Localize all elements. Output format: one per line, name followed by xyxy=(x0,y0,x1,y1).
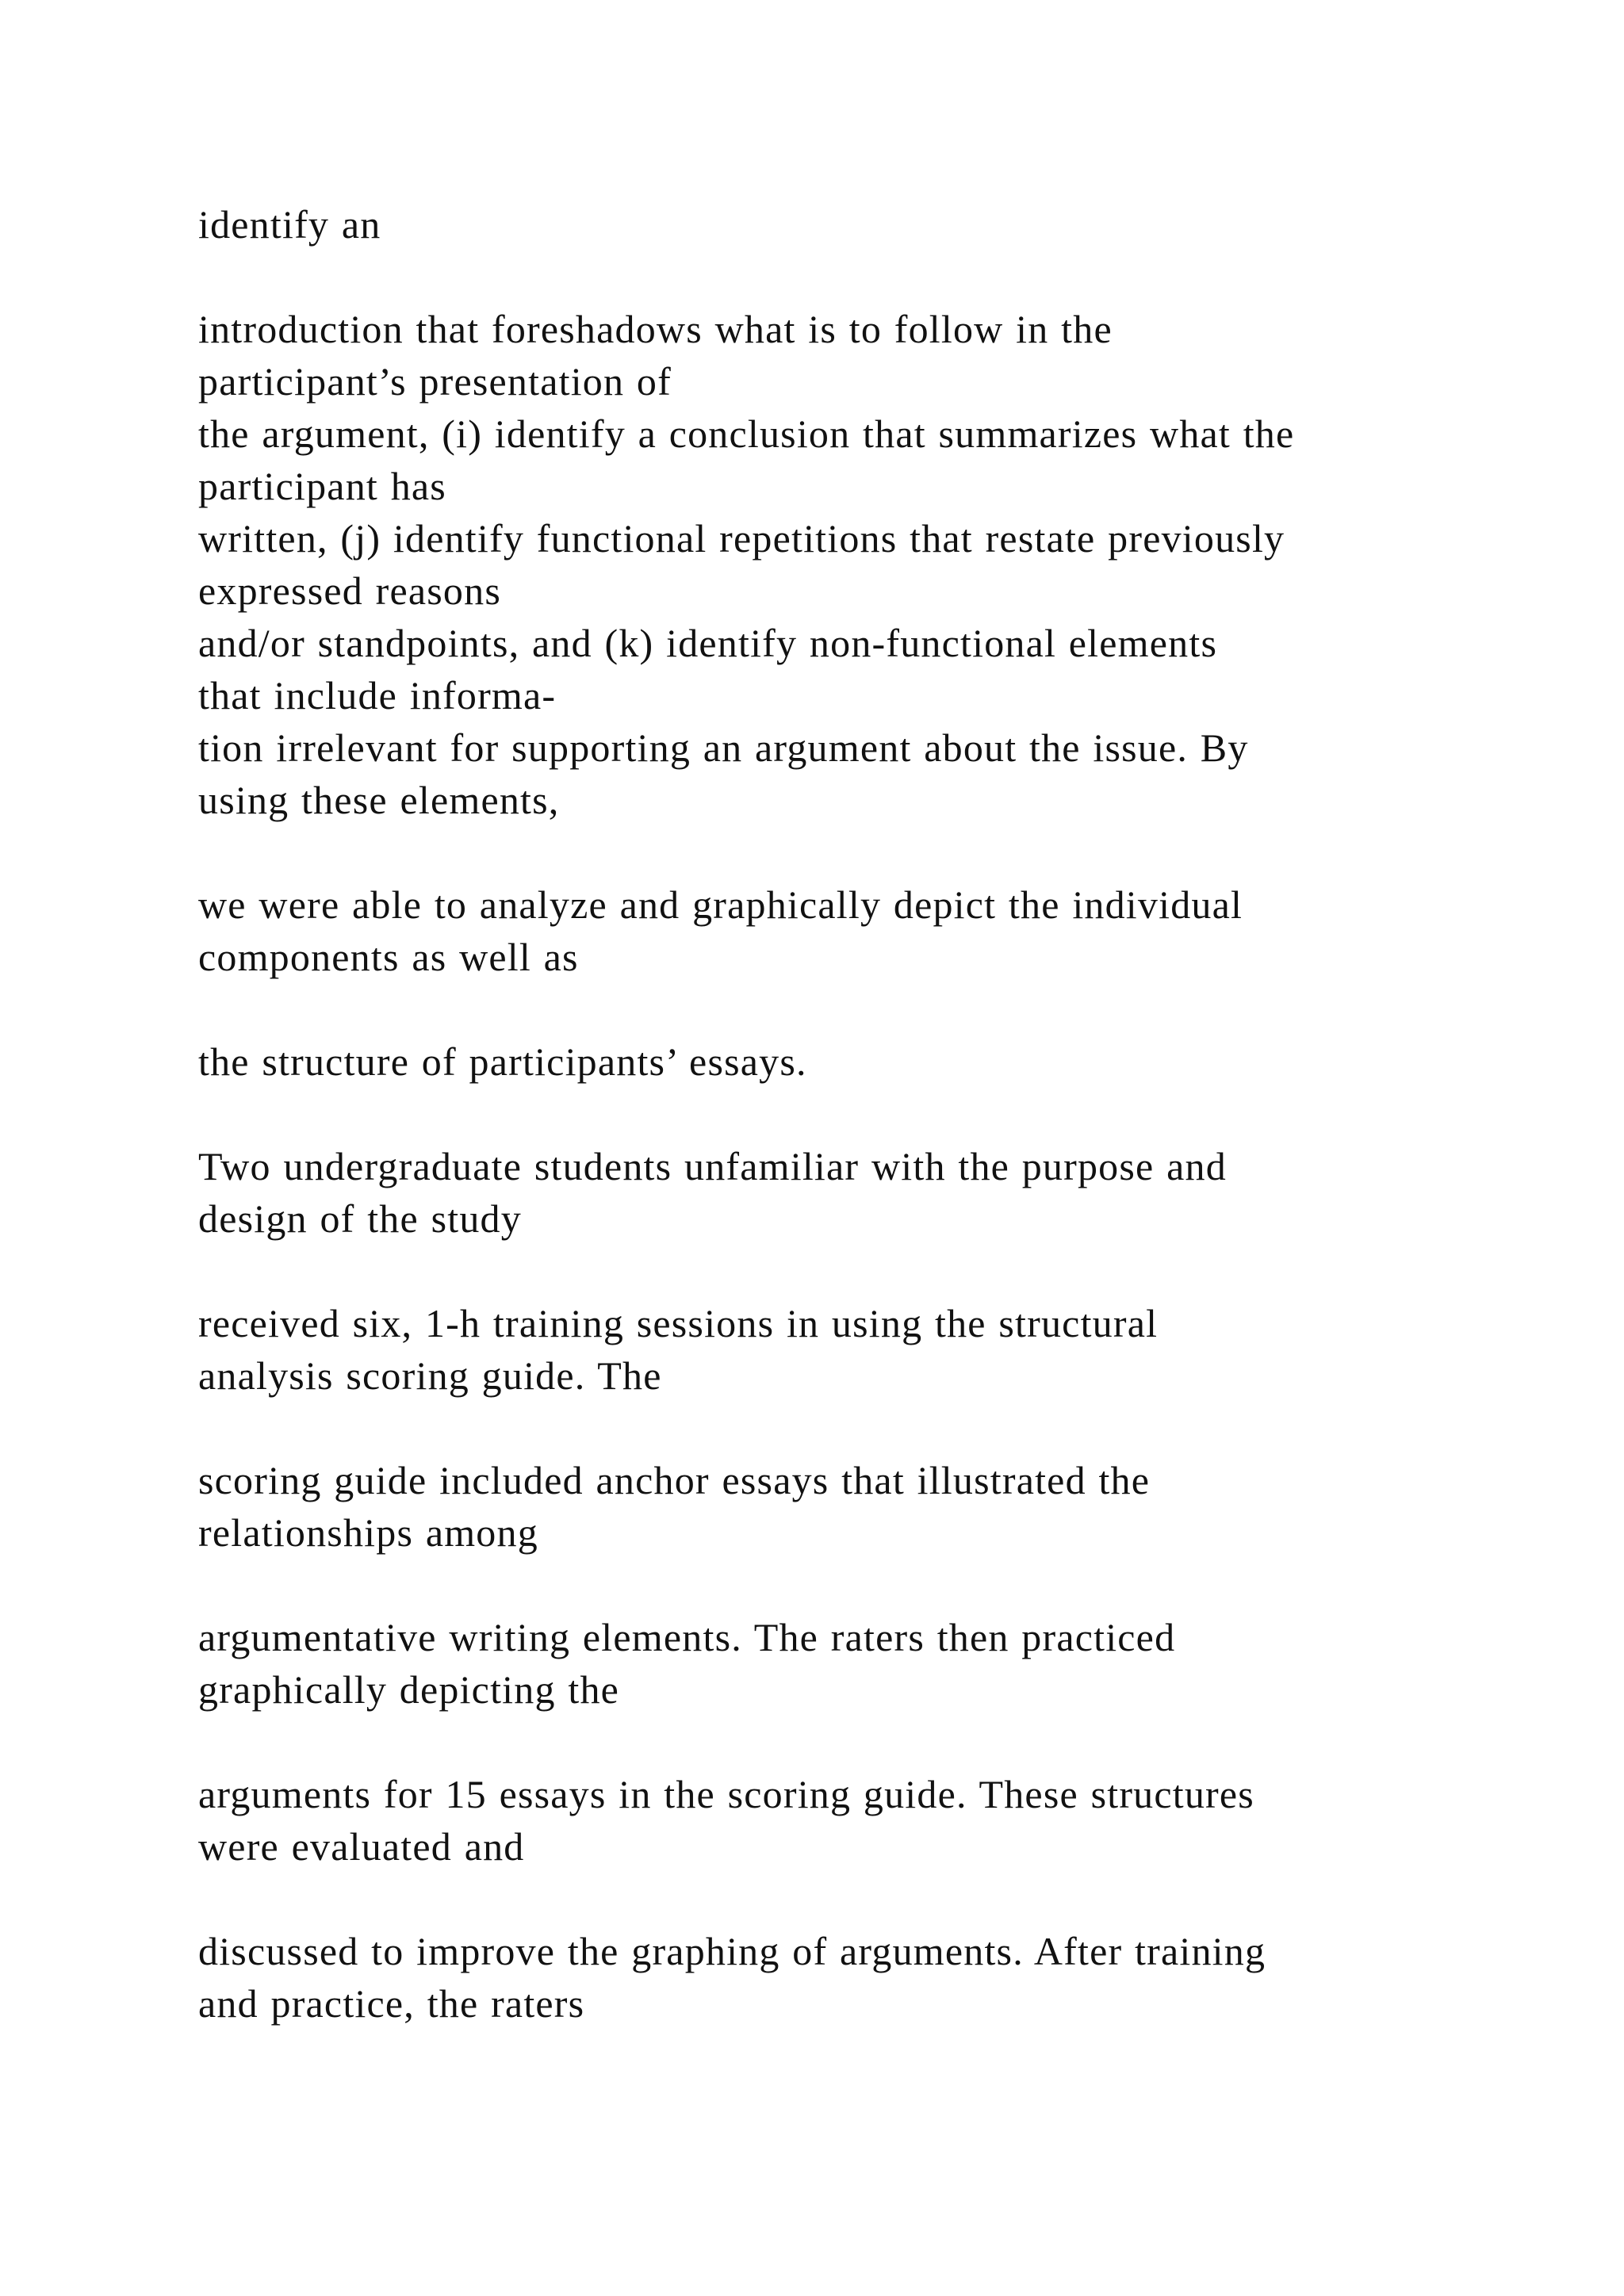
text-line: using these elements, xyxy=(198,778,560,822)
blank-line xyxy=(198,826,1562,878)
text-line: analysis scoring guide. The xyxy=(198,1353,662,1398)
text-line: graphically depicting the xyxy=(198,1667,620,1712)
blank-line xyxy=(198,1402,1562,1454)
text-line: scoring guide included anchor essays that illustrated the xyxy=(198,1458,1151,1502)
text-line: participant has xyxy=(198,464,446,508)
text-line: the argument, (i) identify a conclusion that summarizes what the xyxy=(198,411,1295,456)
text-line: and practice, the raters xyxy=(198,1981,585,2026)
text-line: and/or standpoints, and (k) identify non-functional elements xyxy=(198,621,1218,665)
text-line: that include informa- xyxy=(198,673,557,718)
text-line: discussed to improve the graphing of arguments. After training xyxy=(198,1929,1266,1973)
text-line: components as well as xyxy=(198,935,579,979)
text-line: expressed reasons xyxy=(198,568,501,613)
text-line: arguments for 15 essays in the scoring guide. These structures xyxy=(198,1772,1254,1816)
text-line: were evaluated and xyxy=(198,1824,525,1869)
text-line: written, (j) identify functional repetitions that restate previously xyxy=(198,516,1285,561)
blank-line xyxy=(198,251,1562,303)
text-line: the structure of participants’ essays. xyxy=(198,1039,807,1084)
text-line: we were able to analyze and graphically depict the individual xyxy=(198,882,1243,927)
text-line: tion irrelevant for supporting an argument about the issue. By xyxy=(198,725,1249,770)
body-text xyxy=(198,198,1562,2030)
blank-line xyxy=(198,1245,1562,1297)
blank-line xyxy=(198,1873,1562,1925)
blank-line xyxy=(198,1716,1562,1768)
blank-line xyxy=(198,1559,1562,1611)
blank-line xyxy=(198,1088,1562,1140)
text-line: participant’s presentation of xyxy=(198,359,672,404)
text-line: identify an xyxy=(198,202,381,247)
text-line: argumentative writing elements. The raters then practiced xyxy=(198,1615,1176,1659)
text-line: Two undergraduate students unfamiliar with the purpose and xyxy=(198,1144,1227,1188)
blank-line xyxy=(198,983,1562,1035)
text-line: introduction that foreshadows what is to follow in the xyxy=(198,307,1113,351)
text-line: relationships among xyxy=(198,1510,538,1555)
text-line: design of the study xyxy=(198,1196,522,1241)
text-line: received six, 1-h training sessions in using the structural xyxy=(198,1301,1159,1345)
